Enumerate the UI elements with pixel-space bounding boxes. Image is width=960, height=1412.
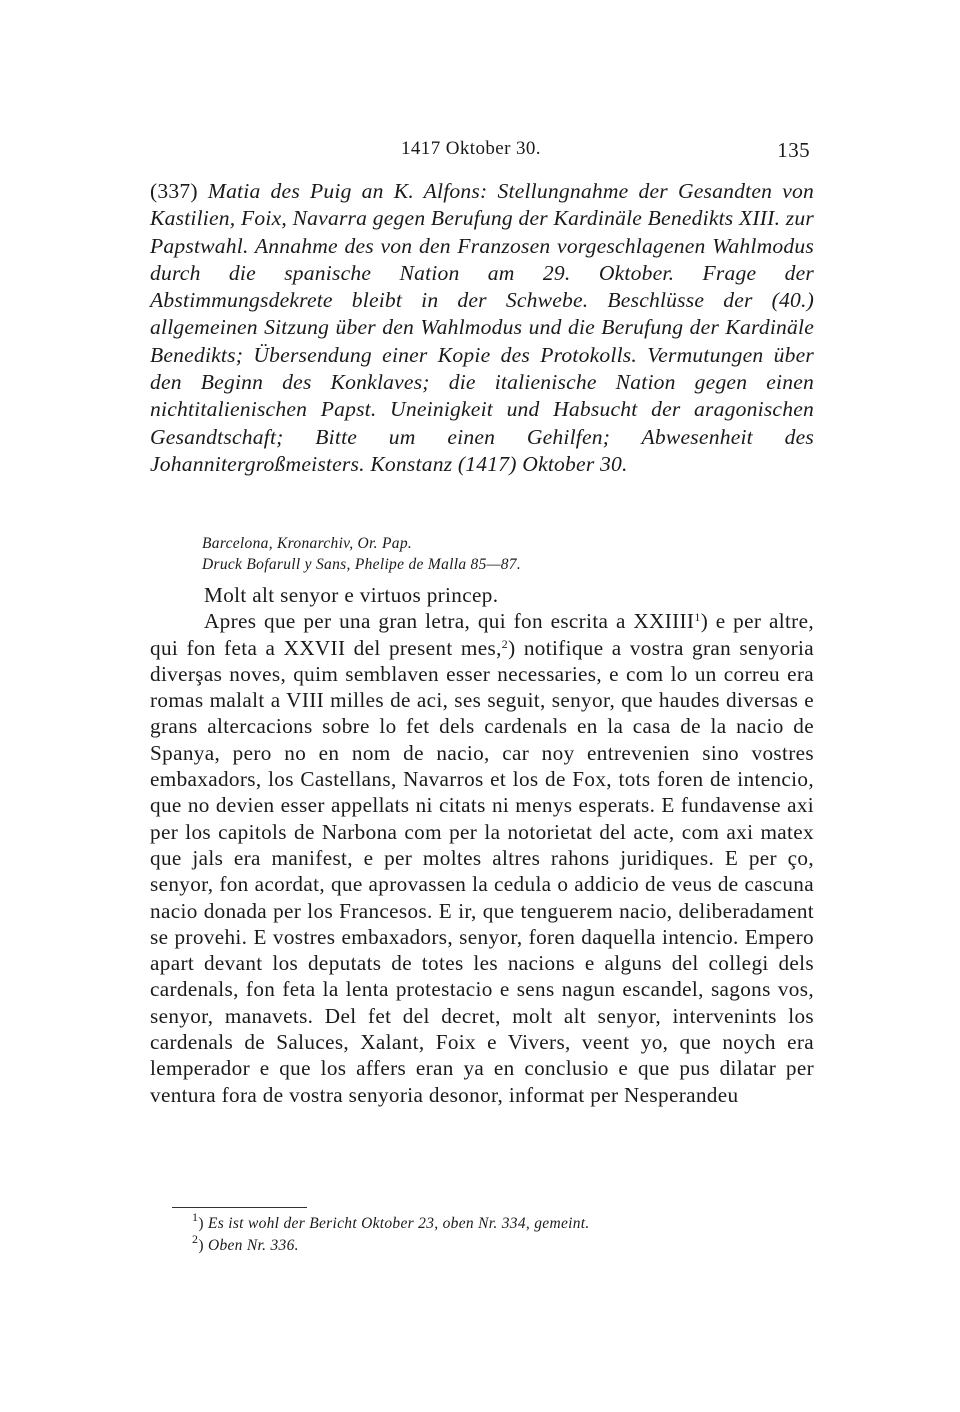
footnote-ref: 2 [501,636,509,651]
source-archive: Barcelona, Kronarchiv, Or. Pap. [202,535,413,552]
source-note [202,534,814,575]
footnotes [192,1210,792,1256]
document-number: (337) [150,179,198,203]
page-number: 135 [777,138,810,162]
regest-text: Matia des Puig an K. Alfons: Stellungnahme der Gesandten von Kastilien, Foix, Navarra gegen Berufung der Kardinäle Benedikts XIII. zur Papstwahl. Annahme des von den Franzosen vorgeschlagenen Wahlmodus durch die spanische Nation am 29. Oktober. Frage der Abstimmungsdekrete bleibt in der Schwebe. Beschlüsse der (40.) allgemeinen Sitzung über den Wahlmodus und die Berufung der Kardinäle Benedikts; Übersendung einer Kopie des Protokolls. Vermutungen über den Beginn des Konklaves; die italienische Nation gegen einen nichtitalienischen Papst. Uneinigkeit und Habsucht der aragonischen Gesandtschaft; Bitte um einen Gehilfen; Abwesenheit des Johannitergroßmeisters. Konstanz (1417) Oktober 30. [150,179,814,476]
text-segment: ) e per altre, qui fon feta a XXVII del present mes, [150,609,814,660]
footnote-mark: 1 [192,1210,199,1224]
text-segment: Apres que per una gran letra, qui fon escrita a XXIIII [204,609,695,634]
regest-paragraph [150,178,814,478]
letter-paragraph [150,608,814,1108]
footnote-text: Es ist wohl der Bericht Oktober 23, oben Nr. 334, gemeint. [207,1215,590,1232]
document-regest [150,178,814,478]
footnote-divider [172,1207,307,1208]
footnote: $^2$) Oben Nr. 336. [192,1231,299,1254]
letter-text [150,582,814,1108]
source-print: Druck Bofarull y Sans, Phelipe de Malla 85—87. [202,555,522,573]
footnote-ref: 1 [694,610,701,625]
footnote: $^1$) Es ist wohl der Bericht Oktober 23, oben Nr. 334, gemeint. [192,1210,590,1232]
text-segment: ) notifique a vostra gran senyoria diverşas noves, quim semblaven esser necessaries, e com lo un correu era romas malalt a VIII milles de aci, ses seguit, senyor, que haudes diversas e grans altercacions sobre lo fet dels cardenals en la casa de la nacio de Spanya, pero no en nom de nacio, car noy entrevenien sino vostres embaxadors, los Castellans, Navarros et los de Fox, tots foren de intencio, que no devien esser appellats ni citats ni menys esperats. E fundavense axi per los capitols de Narbona com per la notorietat del acte, com axi matex que jals era manifest, e per moltes altres rahons juridiques. E per ço, senyor, fon acordat, que aprovassen la cedula o addicio de veus de cascuna nacio donada per los Francesos. E ir, que tenguerem nacio, deliberadament se provehi. E vostres embaxadors, senyor, foren daquella intencio. Empero apart devant los deputats de totes les nacions e alguns del collegi dels cardenals, fon feta la lenta protestacio e sens nagun escandel, sagons vos, senyor, manavets. Del fet del decret, molt alt senyor, intervenints los cardenals de Saluces, Xalant, Foix e Vivers, veent yo, que noych era lemperador e que los affers eran ya en conclusio e que pus dilatar per ventura fora de vostra senyoria desonor, informat per Nesperandeu [150,635,815,1107]
letter-salutation: Molt alt senyor e virtuos princep. [204,583,499,607]
running-header [150,138,816,168]
footnote-text: Oben Nr. 336. [207,1236,299,1254]
footnote-mark: 2 [192,1231,199,1246]
running-head-date: 1417 Oktober 30. [401,138,541,159]
